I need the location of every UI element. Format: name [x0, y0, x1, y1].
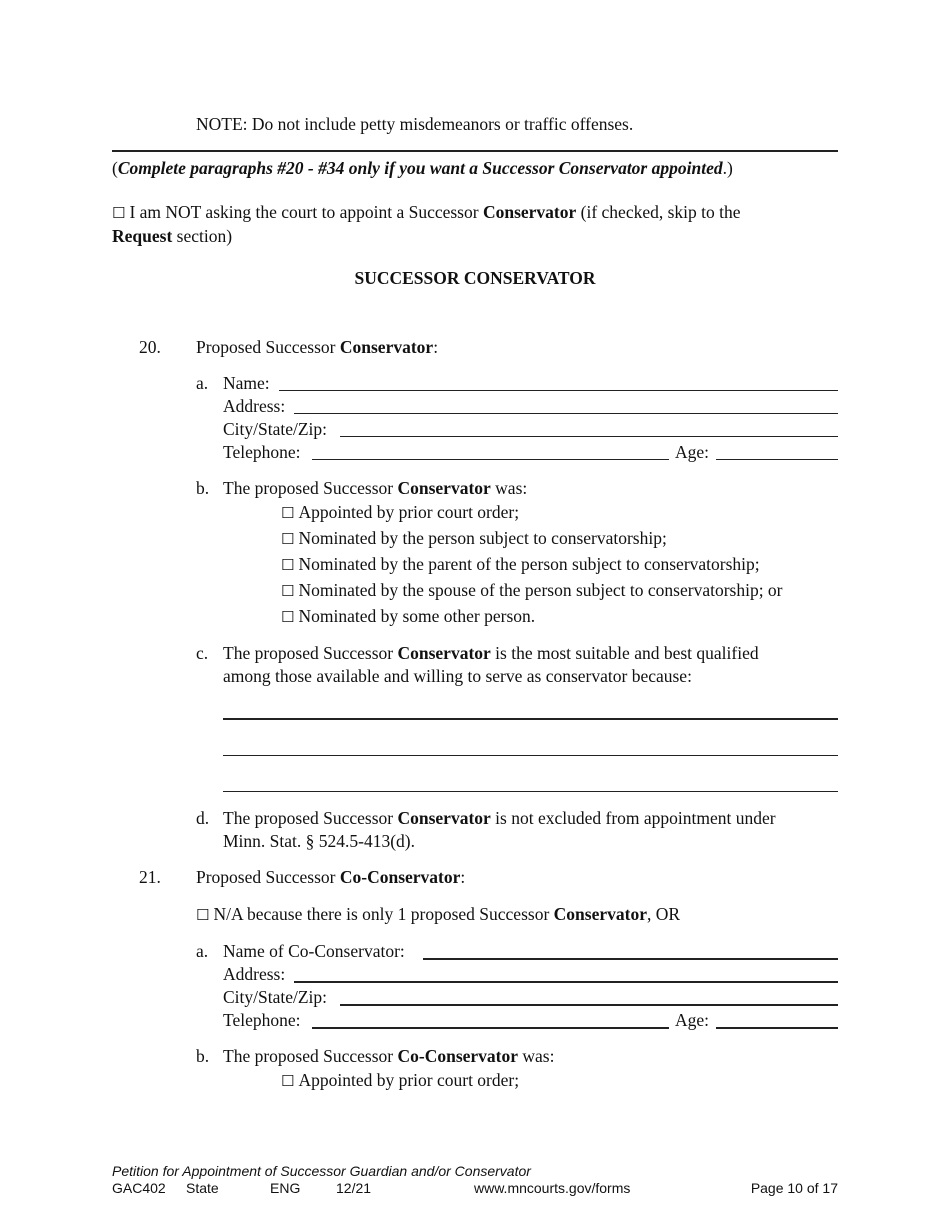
- p20c-reason-line[interactable]: [223, 755, 838, 756]
- p21-na-option: ☐ N/A because there is only 1 proposed Successor Conservator, OR: [196, 904, 681, 924]
- p21a-telephone-label: Telephone:: [223, 1010, 301, 1030]
- p20d-text-line2: Minn. Stat. § 524.5-413(d).: [223, 831, 416, 851]
- p20b-text: The proposed Successor Conservator was:: [223, 478, 528, 498]
- section-divider: [112, 150, 838, 152]
- p20c-text: The proposed Successor Conservator is the most suitable and best qualified: [223, 643, 759, 663]
- p20a-age-label: Age:: [675, 442, 710, 462]
- p20b-option: ☐ Nominated by the person subject to conservatorship;: [281, 528, 667, 548]
- footer-form-code: GAC402: [112, 1180, 166, 1196]
- p20b-option: ☐ Nominated by the spouse of the person subject to conservatorship; or: [281, 580, 783, 600]
- p20a-age-field[interactable]: [716, 459, 838, 460]
- p20d-letter: d.: [196, 808, 210, 828]
- p21a-age-field[interactable]: [716, 1027, 838, 1029]
- p20b-option: ☐ Appointed by prior court order;: [281, 502, 520, 522]
- p20a-address-label: Address:: [223, 396, 286, 416]
- p21b-text: The proposed Successor Co-Conservator was:: [223, 1046, 555, 1066]
- p21a-age-label: Age:: [675, 1010, 710, 1030]
- not-asking-checkbox[interactable]: ☐: [112, 204, 126, 222]
- p20b-checkbox[interactable]: ☐: [281, 582, 295, 600]
- p20c-letter: c.: [196, 643, 209, 663]
- not-asking-continuation: Request section): [112, 226, 233, 246]
- p21a-address-field[interactable]: [294, 981, 838, 983]
- footer-date: 12/21: [336, 1180, 372, 1196]
- p20a-telephone-label: Telephone:: [223, 442, 301, 462]
- p20c-text-line2: among those available and willing to serve as conservator because:: [223, 666, 692, 686]
- p20b-checkbox[interactable]: ☐: [281, 530, 295, 548]
- footer-form-title: Petition for Appointment of Successor Guardian and/or Conservator: [112, 1163, 531, 1179]
- p20b-letter: b.: [196, 478, 210, 498]
- note-text: NOTE: Do not include petty misdemeanors or traffic offenses.: [196, 114, 634, 134]
- p20b-checkbox[interactable]: ☐: [281, 556, 295, 574]
- p20c-reason-line[interactable]: [223, 791, 838, 792]
- p21b-checkbox[interactable]: ☐: [281, 1072, 295, 1090]
- p20c-reason-line[interactable]: [223, 718, 838, 720]
- paragraph-number-20: 20.: [139, 337, 161, 357]
- p21a-city-label: City/State/Zip:: [223, 987, 328, 1007]
- p20a-name-label: Name:: [223, 373, 270, 393]
- p21a-letter: a.: [196, 941, 209, 961]
- p20-heading: Proposed Successor Conservator:: [196, 337, 439, 357]
- p20a-city-field[interactable]: [340, 436, 838, 437]
- p21a-name-label: Name of Co-Conservator:: [223, 941, 405, 961]
- p21a-city-field[interactable]: [340, 1004, 838, 1006]
- not-asking-option: ☐ I am NOT asking the court to appoint a Successor Conservator (if checked, skip to the: [112, 202, 741, 222]
- p20b-option: ☐ Nominated by the parent of the person subject to conservatorship;: [281, 554, 760, 574]
- p21b-option: ☐ Appointed by prior court order;: [281, 1070, 520, 1090]
- footer-language: ENG: [270, 1180, 301, 1196]
- section-title: SUCCESSOR CONSERVATOR: [354, 268, 596, 288]
- p21-na-checkbox[interactable]: ☐: [196, 906, 210, 924]
- footer-jurisdiction: State: [186, 1180, 219, 1196]
- p20a-letter: a.: [196, 373, 209, 393]
- footer-page-number: Page 10 of 17: [750, 1180, 838, 1196]
- p21a-address-label: Address:: [223, 964, 286, 984]
- p20b-option: ☐ Nominated by some other person.: [281, 606, 536, 626]
- p21-heading: Proposed Successor Co-Conservator:: [196, 867, 466, 887]
- p20d-text: The proposed Successor Conservator is not excluded from appointment under: [223, 808, 776, 828]
- p20b-checkbox[interactable]: ☐: [281, 504, 295, 522]
- p21a-name-field[interactable]: [423, 958, 838, 960]
- p20a-address-field[interactable]: [294, 413, 838, 414]
- p20b-checkbox[interactable]: ☐: [281, 608, 295, 626]
- p20a-city-label: City/State/Zip:: [223, 419, 328, 439]
- p20a-telephone-field[interactable]: [312, 459, 669, 460]
- instruction-text: (Complete paragraphs #20 - #34 only if you want a Successor Conservator appointed.): [112, 158, 733, 178]
- p21a-telephone-field[interactable]: [312, 1027, 669, 1029]
- p20a-name-field[interactable]: [279, 390, 838, 391]
- paragraph-number-21: 21.: [139, 867, 161, 887]
- p21b-letter: b.: [196, 1046, 210, 1066]
- footer-url[interactable]: www.mncourts.gov/forms: [474, 1180, 631, 1196]
